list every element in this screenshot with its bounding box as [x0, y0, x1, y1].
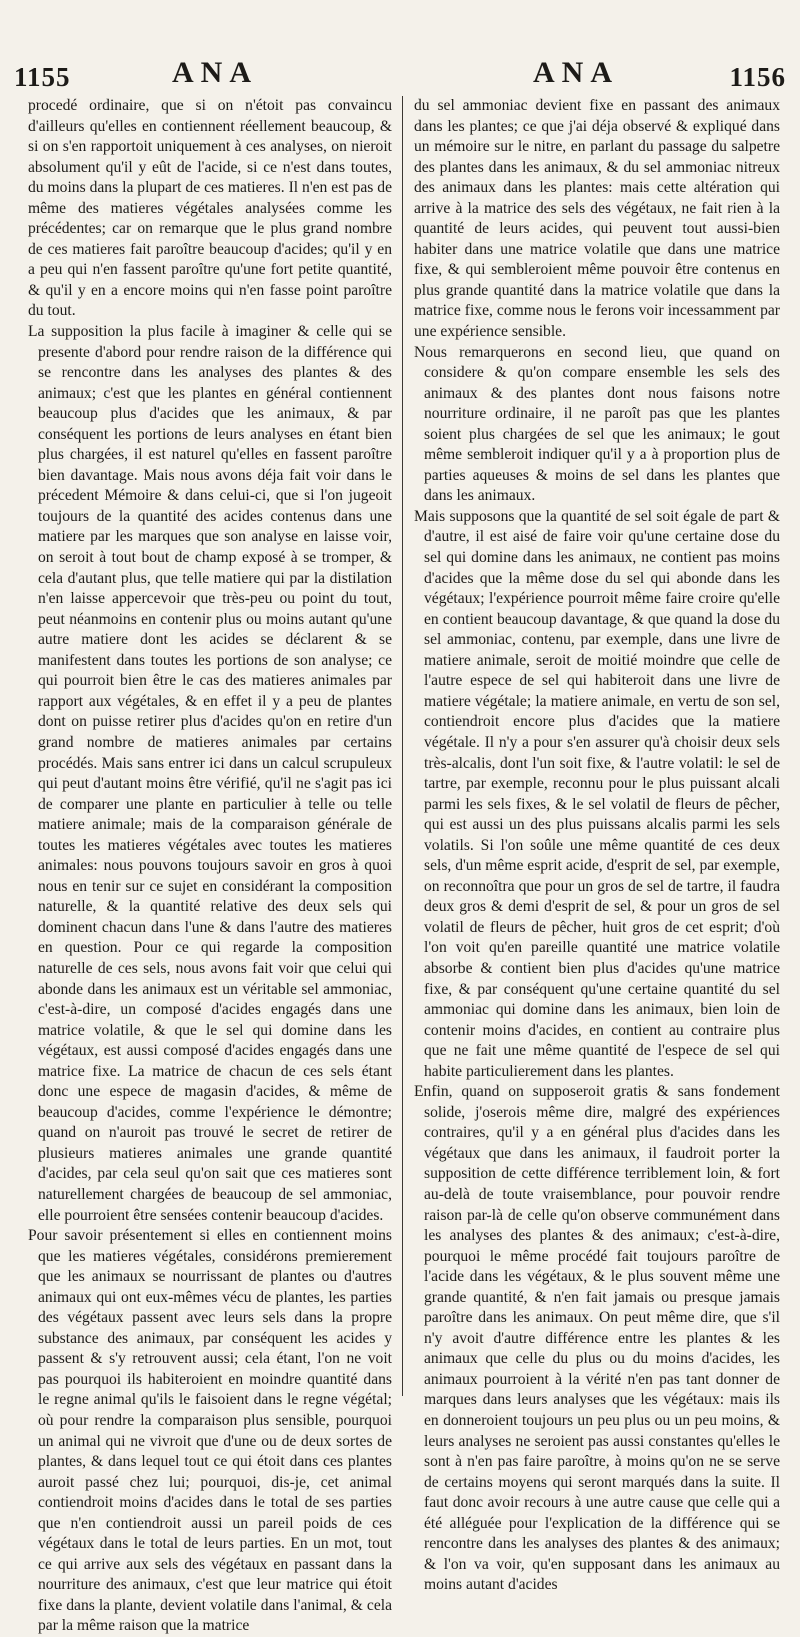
- left-running-head: ANA: [172, 56, 258, 89]
- column-divider: [402, 96, 403, 1396]
- right-paragraph-2: Nous remarquerons en second lieu, que quand on considere & qu'on compare ensemble les sels des animaux & des plantes dont nous faisons notre nourriture ordinaire, il ne paroît pas que les plantes soient plus chargées de sel que les animaux; le gout même sembleroit indiquer qu'il y a à proportion plus de parties aqueuses & moins de sel dans les plantes que dans les animaux.: [414, 343, 780, 505]
- right-paragraph-4: Enfin, quand on supposeroit gratis & sans fondement solide, j'oserois même dire, malgré des expériences contraires, qu'il y a en général plus d'acides dans les végétaux que dans les animaux, il faudroit porter la supposition de cette différence terriblement loin, & fort au-delà de toute vraisemblance, pour pouvoir rendre raison par-là de celle qu'on observe communément dans les analyses des plantes & des animaux; c'est-à-dire, pourquoi le même procédé fait toujours paroître de l'acide dans les végétaux, & le plus souvent même une grande quantité, & n'en fait jamais ou presque jamais paroître dans les animaux. On peut même dire, que s'il n'y avoit d'autre différence entre les plantes & les animaux que celle du plus ou du moins d'acides, les animaux pourroient à la vérité n'en pas tant donner de marques dans leurs analyses que les végétaux: mais ils en donneroient toujours un peu plus ou un peu moins, & leurs analyses ne seroient pas aussi constantes qu'elles le sont à n'en pas faire paroître, à moins qu'on ne se serve de certains moyens qui seront marqués dans la suite. Il faut donc avoir recours à une autre cause que celle qui a été alléguée pour l'explication de la différence qui se rencontre dans les analyses des plantes & des animaux; & l'on va voir, qu'en supposant dans les animaux au moins autant d'acides: [414, 1083, 780, 1594]
- right-page-number: 1156: [729, 62, 786, 92]
- left-page-number: 1155: [14, 62, 71, 92]
- left-paragraph-2: La supposition la plus facile à imaginer & celle qui se presente d'abord pour rendre raison de la différence qui se rencontre dans les analyses des plantes & des animaux; c'est que les plantes en général contiennent beaucoup plus d'acides que les animaux, & par conséquent les portions de leurs analyses en étant bien plus chargées, il est naturel qu'elles en fassent paroître bien davantage. Mais nous avons déja fait voir dans le précedent Mémoire & dans celui-ci, que si l'on jugeoit toujours de la quantité des acides contenus dans une matiere par les marques que son analyse en laisse voir, on seroit à tout bout de champ exposé à se tromper, & cela d'autant plus, que telle matiere qui par la distilation n'en laisse appercevoir que très-peu ou point du tout, peut néanmoins en contenir plus ou moins autant qu'une autre matiere dont les acides se déclarent & se manifestent dans toutes les portions de son analyse; ce qui pourroit bien être le cas des matieres animales par rapport aux végétales, & en effet il y a peu de plantes dont on puisse retirer plus d'acides qu'on en retire d'un grand nombre de matieres animales par certains procédés. Mais sans entrer ici dans un calcul scrupuleux qui peut d'autant moins être vérifié, qu'il ne s'agit pas ici de comparer une plante en particulier à telle ou telle matiere animale; mais de la comparaison générale de toutes les matieres végétales avec toutes les matieres animales: nous pouvons toujours savoir en gros à quoi nous en tenir sur ce sujet en considérant la composition naturelle, & la quantité relative des deux sels qui dominent chacun dans l'une & dans l'autre des matieres en question. Pour ce qui regarde la composition naturelle de ces sels, nous avons fait voir que celui qui abonde dans les animaux est un véritable sel ammoniac, c'est-à-dire, un composé d'acides engagés dans une matrice volatile, & que le sel qui domine dans les végétaux, est aussi composé d'acides engagés dans une matrice fixe. La matrice de chacun de ces sels étant donc une espece de magasin d'acides, & même de beaucoup d'acides, comme l'expérience le démontre; quand on n'auroit pas trouvé le secret de retirer de plusieurs matieres animales une grande quantité d'acides, par cela seul qu'on sait que ces matieres sont naturellement chargées de beaucoup de sel ammoniac, elle pourroient être sensées contenir beaucoup d'acides.: [28, 323, 392, 1224]
- right-running-head: ANA: [533, 56, 619, 89]
- page-header: [0, 52, 800, 96]
- left-paragraph-1: procedé ordinaire, que si on n'étoit pas convaincu d'ailleurs qu'elles en contiennent réellement beaucoup, & si on s'en rapportoit uniquement à ces analyses, on nieroit absolument qu'il y eût de l'acide, si ce n'est dans toutes, du moins dans la plupart de ces matieres. Il n'en est pas de même des matieres végétales analysées comme les précédentes; car on remarque que le plus grand nombre de ces matieres fait paroître beaucoup d'acides; qu'il y en a peu qui n'en fassent paroître qu'une fort petite quantité, & qu'il y en a encore moins qui n'en fasse point paroître du tout.: [28, 97, 392, 320]
- right-column: [414, 96, 780, 1594]
- left-column: [28, 96, 392, 1635]
- right-paragraph-3: Mais supposons que la quantité de sel soit égale de part & d'autre, il est aisé de faire voir qu'une certaine dose du sel qui domine dans les animaux, ne contient pas moins d'acides que la même dose du sel qui abonde dans les végétaux; l'expérience pourroit même faire croire qu'elle en contient beaucoup davantage, & que quand la dose du sel ammoniac, contenu, par exemple, dans une livre de matiere animale, seroit de moitié moindre que celle de l'autre espece de sel qui habiteroit dans une livre de matiere végétale; la matiere animale, en vertu de son sel, contiendroit encore plus d'acides que la matiere végétale. Il n'y a pour s'en assurer qu'à choisir deux sels très-alcalis, dont l'un soit fixe, & l'autre volatil: le sel de tartre, par exemple, reconnu pour le plus puissant alcali parmi les sels fixes, & le sel volatil de fleurs de pêcher, qui est aussi un des plus puissans alcalis parmi les sels volatils. Si l'on soûle une même quantité de ces deux sels, d'un même esprit acide, d'esprit de sel, par exemple, on reconnoîtra que pour un gros de sel de tartre, il faudra deux gros & demi d'esprit de sel, & pour un gros de sel volatil de fleurs de pêcher, huit gros de cet esprit; d'où l'on voit qu'en pareille quantité une matrice volatile absorbe & contient bien plus d'acides qu'une matrice fixe, & par conséquent qu'une certaine quantité du sel ammoniac qui domine dans les animaux, bien loin de contenir moins d'acides, en contient au contraire plus que ne fait une même quantité de l'espece de sel qui habite particulierement dans les plantes.: [414, 507, 780, 1080]
- right-paragraph-1: du sel ammoniac devient fixe en passant des animaux dans les plantes; ce que j'ai déja observé & expliqué dans un mémoire sur le nitre, en parlant du passage du salpetre des plantes dans les animaux, & du sel ammoniac nitreux des animaux dans les plantes: mais cette altération qui arrive à la matrice des sels des végétaux, ne fait rien à la quantité de leurs acides, qui peuvent tout aussi-bien habiter dans une matrice volatile que dans une matrice fixe, & qui sembleroient même pouvoir être contenus en plus grande quantité dans la matrice volatile que dans la matrice fixe, comme nous le ferons voir incessamment par une expérience sensible.: [414, 97, 780, 341]
- left-paragraph-3: Pour savoir présentement si elles en contiennent moins que les matieres végétales, considérons premierement que les animaux se nourrissant de plantes ou d'autres animaux qui ont eux-mêmes vécu de plantes, les parties des végétaux passent avec leurs sels dans la propre substance des animaux, par conséquent les acides y passent & s'y retrouvent aussi; cela étant, l'on ne voit pas pourquoi ils habiteroient en moindre quantité dans le regne animal qu'ils le faisoient dans le regne végétal; où pour rendre la comparaison plus sensible, pourquoi un animal qui ne vivroit que d'une ou de deux sortes de plantes, & dans lequel tout ce qui étoit dans ces plantes auroit passé chez lui; pourquoi, dis-je, cet animal contiendroit moins d'acides dans le total de ses parties que n'en contiendroit aussi un pareil poids de ces végétaux dans le total de leurs parties. En un mot, tout ce qui arrive aux sels des végétaux en passant dans la nourriture des animaux, c'est que leur matrice qui étoit fixe dans la plante, devient volatile dans l'animal, & cela par la même raison que la matrice: [28, 1227, 392, 1635]
